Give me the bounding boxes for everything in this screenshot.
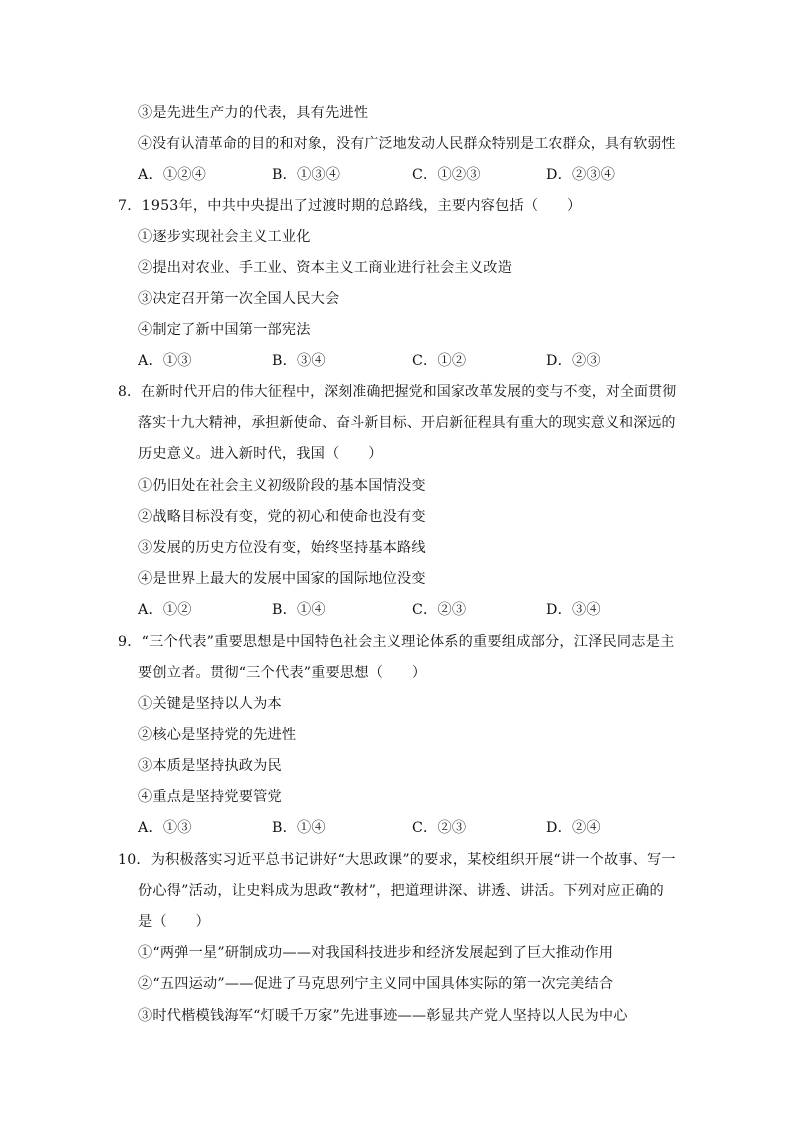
- q8-item-3: ③发展的历史方位没有变，始终坚持基本路线: [138, 540, 426, 556]
- q9-stem-line-1: 9．“三个代表”重要思想是中国特色社会主义理论体系的重要组成部分，江泽民同志是主: [118, 634, 675, 650]
- q7-item-3: ③决定召开第一次全国人民大会: [138, 291, 340, 307]
- q7-item-1: ①逐步实现社会主义工业化: [138, 229, 311, 245]
- q7-item-4: ④制定了新中国第一部宪法: [138, 322, 311, 338]
- q8-option-d: D．③④: [546, 602, 601, 618]
- q7-option-c: C．①②: [412, 353, 467, 369]
- q8-item-4: ④是世界上最大的发展中国家的国际地位没变: [138, 571, 426, 587]
- q8-stem-line-2: 落实十九大精神，承担新使命、奋斗新目标、开启新征程具有重大的现实意义和深远的: [138, 415, 676, 431]
- q8-item-2: ②战略目标没有变，党的初心和使命也没有变: [138, 509, 426, 525]
- q10-stem-line-2: 份心得”活动，让史料成为思政“教材”，把道理讲深、讲透、讲活。下列对应正确的: [138, 883, 664, 899]
- q6-option-c: C．①②③: [412, 167, 481, 183]
- q9-stem-line-2: 要创立者。贯彻“三个代表”重要思想（ ）: [138, 665, 427, 681]
- q8-option-a: A．①②: [138, 602, 192, 618]
- q6-option-d: D．②③④: [546, 167, 616, 183]
- q9-option-d: D．②④: [546, 820, 601, 836]
- q7-option-b: B．③④: [272, 353, 326, 369]
- q8-option-b: B．①④: [272, 602, 326, 618]
- q6-item-3: ③是先进生产力的代表，具有先进性: [138, 105, 369, 121]
- q8-stem-line-3: 历史意义。进入新时代，我国（ ）: [138, 446, 383, 462]
- q7-stem: 7．1953年，中共中央提出了过渡时期的总路线，主要内容包括（ ）: [118, 198, 582, 214]
- q10-stem-line-3: 是（ ）: [138, 914, 210, 930]
- q7-item-2: ②提出对农业、手工业、资本主义工商业进行社会主义改造: [138, 260, 513, 276]
- q10-stem-line-1: 10．为积极落实习近平总书记讲好“大思政课”的要求，某校组织开展“讲一个故事、写一: [118, 852, 676, 868]
- q9-item-4: ④重点是坚持党要管党: [138, 789, 282, 805]
- q8-option-c: C．②③: [412, 602, 467, 618]
- q9-option-c: C．②③: [412, 820, 467, 836]
- q9-item-3: ③本质是坚持执政为民: [138, 758, 282, 774]
- q9-item-2: ②核心是坚持党的先进性: [138, 727, 297, 743]
- q7-option-d: D．②③: [546, 353, 601, 369]
- q6-option-b: B．①③④: [272, 167, 341, 183]
- q6-item-4: ④没有认清革命的目的和对象，没有广泛地发动人民群众特别是工农群众，具有软弱性: [138, 136, 676, 152]
- q9-option-b: B．①④: [272, 820, 326, 836]
- q7-option-a: A．①③: [138, 353, 192, 369]
- q9-item-1: ①关键是坚持以人为本: [138, 696, 282, 712]
- q8-item-1: ①仍旧处在社会主义初级阶段的基本国情没变: [138, 478, 426, 494]
- q9-option-a: A．①③: [138, 820, 192, 836]
- q10-item-1: ①“两弹一星”研制成功——对我国科技进步和经济发展起到了巨大推动作用: [138, 945, 614, 961]
- q10-item-2: ②“五四运动”——促进了马克思列宁主义同中国具体实际的第一次完美结合: [138, 976, 614, 992]
- q6-option-a: A．①②④: [138, 167, 206, 183]
- q10-item-3: ③时代楷模钱海军“灯暖千万家”先进事迹——彰显共产党人坚持以人民为中心: [138, 1008, 628, 1024]
- q8-stem-line-1: 8．在新时代开启的伟大征程中，深刻准确把握党和国家改革发展的变与不变，对全面贯彻: [118, 384, 677, 400]
